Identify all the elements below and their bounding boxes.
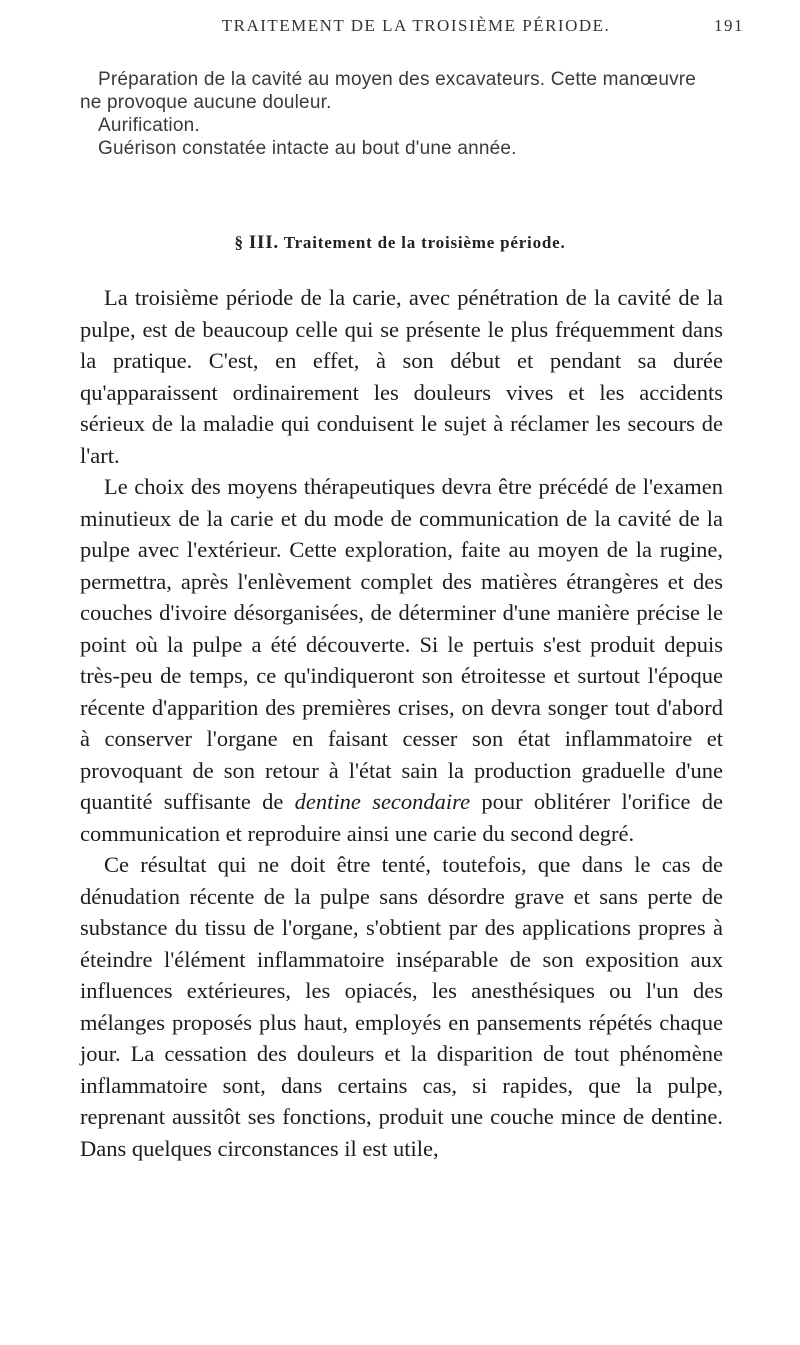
paragraph-3: Ce résultat qui ne doit être tenté, toutefois, que dans le cas de dénudation récente de la pulpe sans désordre grave et sans perte de substance du tissu de l'organe, s'obtient par des applications propres à éteindre l'élément inflammatoire inséparable de son exposition aux influences extérieures, les opiacés, les anesthésiques ou l'un des mélanges proposés plus haut, employés en pansements répétés chaque jour. La cessation des douleurs et la disparition de tout phénomène inflammatoire sont, dans certains cas, si rapides, que la pulpe, reprenant aussitôt ses fonctions, produit une couche mince de dentine. Dans quelques circonstances il est utile, [80, 852, 723, 1161]
body-text [80, 282, 723, 1164]
case-note-aurification [80, 114, 720, 137]
section-number: III. [248, 232, 279, 253]
paragraph-2-text: Le choix des moyens thérapeutiques devra être précédé de l'examen minutieux de la carie et du mode de communication de la cavité de la pulpe avec l'extérieur. Cette exploration, faite au moyen de la rugine, permettra, après l'enlèvement complet des matières étrangères et des couches d'ivoire désorganisées, de déterminer d'une manière précise le point où la pulpe a été découverte. Si le pertuis s'est produit depuis très-peu de temps, ce qu'indiqueront son étroitesse et surtout l'époque récente d'apparition des premières crises, on devra songer tout d'abord à conserver l'organe en faisant cesser son état inflammatoire et provoquant de son retour à l'état sain la production graduelle d'une quantité suffisante de [80, 474, 723, 814]
case-note-preparation-text: Préparation de la cavité au moyen des excavateurs. Cette manœuvre ne provoque aucune douleur. [80, 69, 697, 113]
section-title: Traitement de la troisième période. [283, 233, 566, 252]
running-head-title: TRAITEMENT DE LA TROISIÈME PÉRIODE. [221, 16, 611, 35]
section-mark: § [234, 233, 244, 252]
paragraph-2-text-end: pour oblitérer l'orifice de communication et reproduire ainsi une carie du second degré. [80, 789, 723, 846]
case-note-aurification-text: Aurification. [98, 115, 200, 136]
paragraph-2 [80, 471, 723, 849]
case-note-guerison [80, 137, 720, 160]
paragraph-2-italic-term: dentine secondaire [294, 789, 471, 814]
paragraph-1: La troisième période de la carie, avec pénétration de la cavité de la pulpe, est de beaucoup celle qui se présente le plus fréquemment dans la pratique. C'est, en effet, à son début et pendant sa durée qu'apparaissent ordinairement les douleurs vives et les accidents sérieux de la maladie qui conduisent le sujet à réclamer les secours de l'art. [80, 285, 723, 468]
case-note-preparation [80, 68, 720, 114]
section-heading [80, 232, 720, 254]
case-note-guerison-text: Guérison constatée intacte au bout d'une année. [98, 138, 517, 159]
page-number: 191 [714, 16, 744, 35]
running-head [128, 16, 744, 40]
